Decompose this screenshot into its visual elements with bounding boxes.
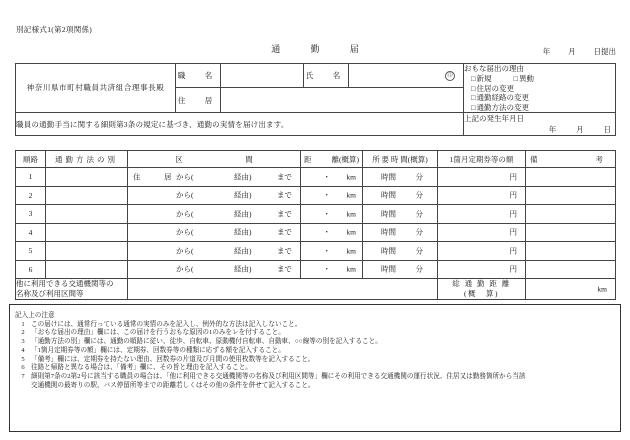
other-transport-label-line1: 他に利用できる交通機関等の <box>16 279 114 288</box>
row-via-label: 経由) <box>234 264 252 274</box>
submission-date <box>543 46 616 57</box>
col-section <box>128 151 301 168</box>
page-title-text: 通 勤 届 <box>271 44 373 54</box>
row-time-input[interactable] <box>363 223 438 242</box>
submission-year: 年 <box>542 47 551 56</box>
col-section-ku: 区 <box>175 154 183 164</box>
row-time-hour-unit: 時間 <box>381 209 396 219</box>
reason-option-transfer-label: 異動 <box>519 74 535 84</box>
notes-title: 記入上の注意 <box>15 312 55 319</box>
row-method-input[interactable] <box>46 260 128 279</box>
row-to-label: まで <box>277 190 292 200</box>
table-row <box>16 260 616 279</box>
note-item <box>15 338 615 347</box>
statement-text: 職員の通勤手当に関する細則第3条の規定に基づき、通勤の実情を届け出ます。 <box>16 112 464 136</box>
row-distance-unit: km <box>346 190 356 200</box>
row-method-input[interactable] <box>46 223 128 242</box>
row-time-hour-unit: 時間 <box>381 172 396 182</box>
row-order: 5 <box>16 242 46 261</box>
row-section[interactable] <box>128 260 301 279</box>
row-time-hour-unit: 時間 <box>381 264 396 274</box>
checkbox-icon: □ <box>471 74 476 84</box>
col-time: 所 要 時 間(概算) <box>363 151 438 168</box>
row-remarks-input[interactable] <box>526 205 616 224</box>
row-distance-input[interactable] <box>301 168 363 187</box>
row-section[interactable] <box>128 186 301 205</box>
row-time-min-unit: 分 <box>415 209 423 219</box>
row-pass-amount-input[interactable] <box>438 168 526 187</box>
row-distance-unit: km <box>346 227 356 237</box>
note-number: 5 <box>21 355 25 363</box>
row-method-input[interactable] <box>46 186 128 205</box>
row-order: 3 <box>16 205 46 224</box>
row-to-label: まで <box>277 209 292 219</box>
reason-group <box>464 64 616 113</box>
note-number: 4 <box>21 346 25 354</box>
submission-day: 日提出 <box>593 47 616 56</box>
residence-input[interactable] <box>221 88 464 112</box>
checkbox-icon: □ <box>513 74 519 84</box>
row-pass-amount-input[interactable] <box>438 242 526 261</box>
page-title <box>0 42 630 55</box>
row-from-label: から( <box>176 190 194 200</box>
total-distance-input[interactable] <box>526 279 616 300</box>
row-remarks-input[interactable] <box>526 223 616 242</box>
col-remarks-kou: 考 <box>595 154 603 164</box>
table-row <box>16 205 616 224</box>
note-number: 7 <box>21 372 25 380</box>
table-row <box>16 186 616 205</box>
row-distance-dot: ・ <box>323 246 331 256</box>
row-via-label: 経由) <box>234 227 252 237</box>
reason-option-residence[interactable] <box>464 84 514 93</box>
table-header-row <box>16 151 616 168</box>
row-from-label: から( <box>176 172 194 182</box>
row-pass-amount-input[interactable] <box>438 260 526 279</box>
row-from-label: から( <box>176 227 194 237</box>
row-from-label: から( <box>176 246 194 256</box>
row-yen-unit: 円 <box>509 227 517 237</box>
row-time-min-unit: 分 <box>415 227 423 237</box>
note-item <box>15 373 615 382</box>
reason-option-new-label: 新規 <box>476 74 492 84</box>
col-distance <box>301 151 363 168</box>
col-order: 順路 <box>16 151 46 168</box>
reason-option-residence-label: 住居の変更 <box>476 83 515 93</box>
note-text: この届けには、通常行っている通常の実情のみを記入し、例外的な方法は記入しないこと。 <box>31 320 302 328</box>
commute-table <box>15 150 616 300</box>
row-distance-dot: ・ <box>323 227 331 237</box>
checkbox-icon: □ <box>471 83 476 93</box>
row-section[interactable] <box>128 242 301 261</box>
row-pass-amount-input[interactable] <box>438 205 526 224</box>
row-distance-dot: ・ <box>323 264 331 274</box>
notes-section <box>15 312 615 390</box>
note-item <box>15 347 615 356</box>
row-method-input[interactable] <box>46 242 128 261</box>
note-item <box>15 364 615 373</box>
row-distance-input[interactable] <box>301 205 363 224</box>
row-time-min-unit: 分 <box>415 264 423 274</box>
occurrence-group <box>464 112 616 136</box>
row-time-hour-unit: 時間 <box>381 190 396 200</box>
col-remarks-bi: 備 <box>530 154 538 164</box>
row-to-label: まで <box>277 227 292 237</box>
row-method-input[interactable] <box>46 205 128 224</box>
row-pass-amount-input[interactable] <box>438 223 526 242</box>
name-label: 氏 名 <box>304 64 349 88</box>
note-number: 3 <box>21 338 25 346</box>
occurrence-year: 年 <box>548 125 557 135</box>
row-section[interactable] <box>128 205 301 224</box>
row-remarks-input[interactable] <box>526 186 616 205</box>
note-text: 「備考」欄には、定期券を持たない理由、回数券の片道及び月間の使用枚数等を記入すること。 <box>31 355 315 363</box>
row-distance-unit: km <box>346 209 356 219</box>
row-distance-unit: km <box>346 246 356 256</box>
note-continuation: 交通機関の最寄りの駅、バス停留所等までの距離若しくはその他の条件を併せて記入すること。 <box>31 381 315 389</box>
note-text: 「1箇月定期券等の額」欄には、定期券、回数券等の種類に応ずる額を記入すること。 <box>31 346 285 354</box>
row-from-label: から( <box>176 209 194 219</box>
col-section-kan: 間 <box>245 154 253 164</box>
note-text: 「通勤方法の別」欄には、通勤の順路に従い、徒歩、自転車、原動機付自転車、自動車、○○線等の別を記入すること。 <box>31 338 382 346</box>
row-distance-dot: ・ <box>323 209 331 219</box>
row-pass-amount-input[interactable] <box>438 186 526 205</box>
occurrence-date[interactable] <box>464 124 615 135</box>
row-time-input[interactable] <box>363 242 438 261</box>
row-time-min-unit: 分 <box>415 172 423 182</box>
col-pass-amount: 1箇月定期券等の額 <box>438 151 526 168</box>
row-order: 2 <box>16 186 46 205</box>
row-residence-label: 住 居 <box>133 172 180 182</box>
post-input[interactable] <box>221 64 304 88</box>
row-via-label: 経由) <box>234 172 252 182</box>
row-time-input[interactable] <box>363 168 438 187</box>
row-remarks-input[interactable] <box>526 242 616 261</box>
row-remarks-input[interactable] <box>526 168 616 187</box>
note-number: 1 <box>21 320 25 328</box>
row-to-label: まで <box>277 172 292 182</box>
row-from-label: から( <box>176 264 194 274</box>
total-distance-label-line1: 総 通 勤 距 離 <box>452 279 511 288</box>
seal-icon: 印 <box>445 71 455 81</box>
row-to-label: まで <box>277 264 292 274</box>
col-method: 通勤方法の別 <box>46 151 128 168</box>
note-text: 細則第7条の2第2号に該当する職員の場合は、「他に利用できる交通機関等の名称及び利用区間等」欄にその利用できる交通機関の運行状況、住居又は勤務箇所から当該 <box>31 372 526 380</box>
submission-month: 月 <box>568 47 576 56</box>
addressee: 神奈川県市町村職員共済組合理事長殿 <box>16 64 176 113</box>
header-row-statement <box>16 112 616 136</box>
occurrence-month: 月 <box>576 125 584 135</box>
row-time-min-unit: 分 <box>415 190 423 200</box>
total-distance-label-line2: (概 算) <box>464 288 499 298</box>
total-distance-label <box>438 279 526 300</box>
col-distance-kyo: 距 <box>304 154 312 164</box>
other-transport-input[interactable] <box>128 279 438 300</box>
row-yen-unit: 円 <box>509 190 517 200</box>
row-via-label: 経由) <box>234 246 252 256</box>
row-distance-dot: ・ <box>323 190 331 200</box>
col-remarks <box>526 151 616 168</box>
row-remarks-input[interactable] <box>526 260 616 279</box>
reason-option-method-label: 通勤方法の変更 <box>476 102 530 112</box>
row-order: 4 <box>16 223 46 242</box>
row-yen-unit: 円 <box>509 264 517 274</box>
table-row <box>16 223 616 242</box>
row-order: 6 <box>16 260 46 279</box>
form-id: 別記様式1(第2項関係) <box>16 25 93 34</box>
note-text: 「おもな届出の理由」欄には、この届けを行うおもな原因の1のみをレを付すること。 <box>31 329 285 337</box>
row-section[interactable] <box>128 223 301 242</box>
row-time-input[interactable] <box>363 260 438 279</box>
row-distance-input[interactable] <box>301 223 363 242</box>
row-time-hour-unit: 時間 <box>381 227 396 237</box>
row-yen-unit: 円 <box>509 246 517 256</box>
row-distance-unit: km <box>346 264 356 274</box>
reason-option-route-label: 通勤経路の変更 <box>476 93 530 103</box>
row-method-input[interactable] <box>46 168 128 187</box>
post-label: 職 名 <box>176 64 221 88</box>
row-time-input[interactable] <box>363 186 438 205</box>
row-distance-unit: km <box>346 172 356 182</box>
col-distance-ri: 離(概算) <box>331 154 359 164</box>
row-distance-input[interactable] <box>301 260 363 279</box>
table-row <box>16 242 616 261</box>
row-yen-unit: 円 <box>509 172 517 182</box>
row-distance-input[interactable] <box>301 242 363 261</box>
checkbox-icon: □ <box>471 93 476 103</box>
reason-title: おもな届出の理由 <box>464 64 524 73</box>
row-time-input[interactable] <box>363 205 438 224</box>
other-transport-label <box>16 279 128 300</box>
table-footer-row <box>16 279 616 300</box>
other-transport-label-line2: 名称及び利用区間等 <box>16 288 84 298</box>
residence-label: 住 居 <box>176 88 221 112</box>
occurrence-day: 日 <box>603 125 611 135</box>
name-input[interactable] <box>349 64 464 88</box>
note-item <box>15 356 615 365</box>
row-yen-unit: 円 <box>509 209 517 219</box>
row-via-label: 経由) <box>234 190 252 200</box>
row-to-label: まで <box>277 246 292 256</box>
row-time-hour-unit: 時間 <box>381 246 396 256</box>
row-via-label: 経由) <box>234 209 252 219</box>
row-distance-input[interactable] <box>301 186 363 205</box>
header-row-post <box>16 64 616 88</box>
row-distance-dot: ・ <box>323 172 331 182</box>
occurrence-title: 上記の発生年月日 <box>464 113 524 123</box>
table-row <box>16 168 616 187</box>
header-table <box>15 63 616 136</box>
note-item <box>15 329 615 338</box>
reason-option-new[interactable] <box>464 74 534 83</box>
note-number: 6 <box>21 364 25 372</box>
total-distance-unit: km <box>597 284 607 294</box>
checkbox-icon: □ <box>471 102 476 112</box>
note-number: 2 <box>21 329 25 337</box>
reason-option-route[interactable] <box>464 93 529 102</box>
row-section[interactable] <box>128 168 301 187</box>
row-time-min-unit: 分 <box>415 246 423 256</box>
row-order: 1 <box>16 168 46 187</box>
reason-option-method[interactable] <box>464 103 529 112</box>
note-text: 往路と帰路と異なる場合は、「備考」欄に、その旨と理由を記入すること。 <box>31 364 252 372</box>
